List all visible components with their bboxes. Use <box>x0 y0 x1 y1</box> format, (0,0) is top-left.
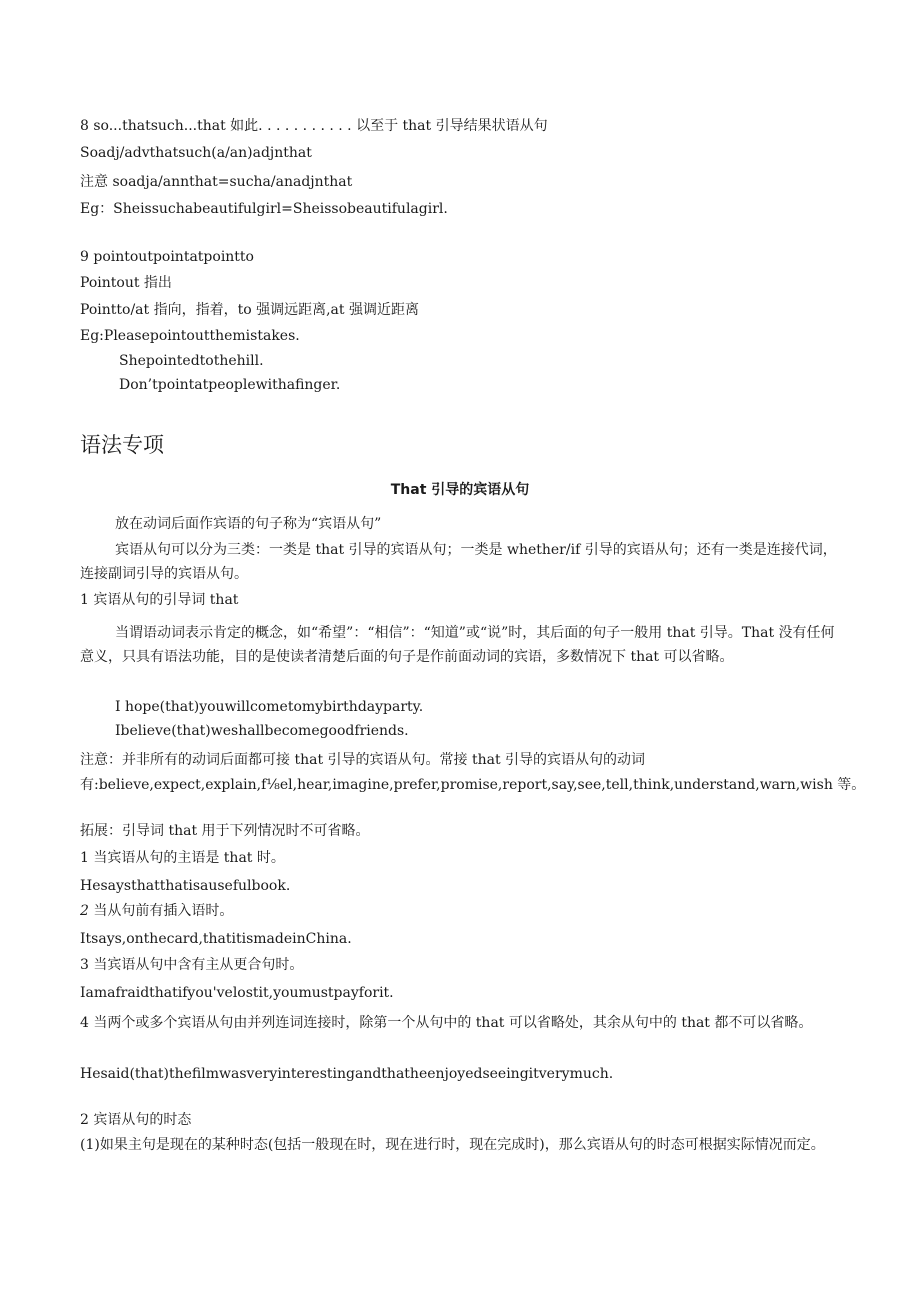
section-8-title: 8 so...thatsuch...that 如此. . . . . . . . . . . 以至于 that 引导结果状语从句 <box>80 118 548 134</box>
expand-case-3-example: Iamafraidthatifyou'velostit,youmustpayforit. <box>80 985 394 1001</box>
section-9-pointto: Pointto/at 指向，指着，to 强调远距离,at 强调近距离 <box>80 302 419 318</box>
expand-case-3: 3 当宾语从句中含有主从更合句时。 <box>80 957 304 973</box>
part-1-example-2: Ibelieve(that)weshallbecomegoodfriends. <box>115 723 409 739</box>
section-8-example: Eg：Sheissuchabeautifulgirl=Sheissobeautifulagirl. <box>80 201 448 217</box>
section-9-example-2: Shepointedtothehill. <box>119 353 264 369</box>
section-9-title: 9 pointoutpointatpointto <box>80 249 254 265</box>
expand-case-1: 1 当宾语从句的主语是 that 时。 <box>80 850 285 866</box>
expand-case-4: 4 当两个或多个宾语从句由并列连词连接时，除第一个从句中的 that 可以省略处，其余从句中的 that 都不可以省略。 <box>80 1015 813 1031</box>
part-1-example-1: I hope(that)youwillcometomybirthdayparty. <box>115 699 424 715</box>
expand-case-4-example: Hesaid(that)thefilmwasveryinterestingandthatheenjoyedseeingitverymuch. <box>80 1066 614 1082</box>
part-2-paragraph-1: (1)如果主句是现在的某种时态(包括一般现在时，现在进行时，现在完成时)，那么宾语从句的时态可根据实际情况而定。 <box>80 1137 825 1153</box>
section-8-note: 注意 soadja/annthat=sucha/anadjnthat <box>80 174 353 190</box>
grammar-heading: 语法专项 <box>80 433 164 457</box>
section-9-example-3: Don’tpointatpeoplewithafinger. <box>119 377 341 393</box>
part-2-title: 2 宾语从句的时态 <box>80 1112 192 1128</box>
expand-case-2-number: 2 <box>80 903 89 919</box>
intro-paragraph-2: 宾语从句可以分为三类：一类是 that 引导的宾语从句；一类是 whether/if 引导的宾语从句；还有一类是连接代词，连接副词引导的宾语从句。 <box>80 542 837 582</box>
part-1-paragraph: 当谓语动词表示肯定的概念，如“希望”：“相信”：“知道”或“说”时，其后面的句子一般用 that 引导。That 没有任何意义，只具有语法功能，目的是使读者清楚后面的句子是作前面动词的宾语，多数情况下 that 可以省略。 <box>80 625 835 665</box>
expand-case-1-example: Hesaysthatthatisausefulbook. <box>80 878 291 894</box>
expand-case-2-text: 当从句前有插入语时。 <box>93 903 234 919</box>
expand-title: 拓展：引导词 that 用于下列情况时不可省略。 <box>80 823 370 839</box>
intro-paragraph-1: 放在动词后面作宾语的句子称为“宾语从句” <box>115 516 382 532</box>
expand-case-2 <box>80 901 233 921</box>
section-9-example-1: Eg:Pleasepointoutthemistakes. <box>80 328 300 344</box>
part-1-note-2: 有:believe,expect,explain,f⅛el,hear,imagine,prefer,promise,report,say,see,tell,think,understand,warn,wish 等。 <box>80 777 866 793</box>
part-1-title: 1 宾语从句的引导词 that <box>80 592 239 608</box>
center-title: That 引导的宾语从句 <box>390 482 530 498</box>
section-9-pointout: Pointout 指出 <box>80 275 172 291</box>
part-1-note-1: 注意：并非所有的动词后面都可接 that 引导的宾语从句。常接 that 引导的宾语从句的动词 <box>80 752 646 768</box>
expand-case-2-example: Itsays,onthecard,thatitismadeinChina. <box>80 931 352 947</box>
section-8-pattern: Soadj/advthatsuch(a/an)adjnthat <box>80 145 312 161</box>
